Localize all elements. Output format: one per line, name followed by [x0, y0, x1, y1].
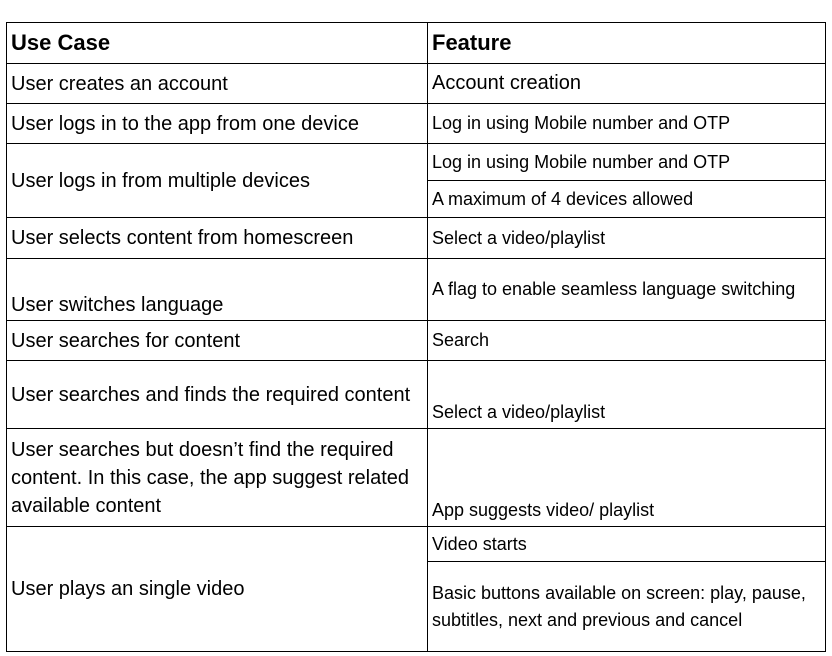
- feature-cell: Basic buttons available on screen: play, pause, subtitles, next and previous and cancel: [428, 562, 826, 652]
- table-row: [7, 527, 826, 562]
- use-case-cell: User switches language: [7, 259, 428, 321]
- feature-cell: Log in using Mobile number and OTP: [428, 144, 826, 181]
- use-case-feature-table: [6, 22, 826, 652]
- use-case-cell: User searches and finds the required content: [7, 361, 428, 429]
- use-case-cell: User plays an single video: [7, 527, 428, 652]
- feature-cell: Video starts: [428, 527, 826, 562]
- use-case-cell: User searches but doesn’t find the required content. In this case, the app suggest related available content: [7, 429, 428, 527]
- table-row: [7, 64, 826, 104]
- use-case-cell: User creates an account: [7, 64, 428, 104]
- use-case-cell: User logs in to the app from one device: [7, 104, 428, 144]
- table-header-row: [7, 23, 826, 64]
- table-row: [7, 144, 826, 181]
- use-case-cell: User searches for content: [7, 321, 428, 361]
- feature-cell: Select a video/playlist: [428, 361, 826, 429]
- header-feature: Feature: [428, 23, 826, 64]
- feature-cell: A maximum of 4 devices allowed: [428, 181, 826, 218]
- use-case-cell: User logs in from multiple devices: [7, 144, 428, 218]
- table-row: [7, 104, 826, 144]
- use-case-cell: User selects content from homescreen: [7, 218, 428, 259]
- table-row: [7, 429, 826, 527]
- header-use-case: Use Case: [7, 23, 428, 64]
- feature-cell: Account creation: [428, 64, 826, 104]
- table-row: [7, 259, 826, 321]
- feature-cell: Search: [428, 321, 826, 361]
- feature-cell: App suggests video/ playlist: [428, 429, 826, 527]
- table-row: [7, 218, 826, 259]
- table-row: [7, 321, 826, 361]
- feature-cell: A flag to enable seamless language switching: [428, 259, 826, 321]
- feature-cell: Log in using Mobile number and OTP: [428, 104, 826, 144]
- table-row: [7, 361, 826, 429]
- feature-cell: Select a video/playlist: [428, 218, 826, 259]
